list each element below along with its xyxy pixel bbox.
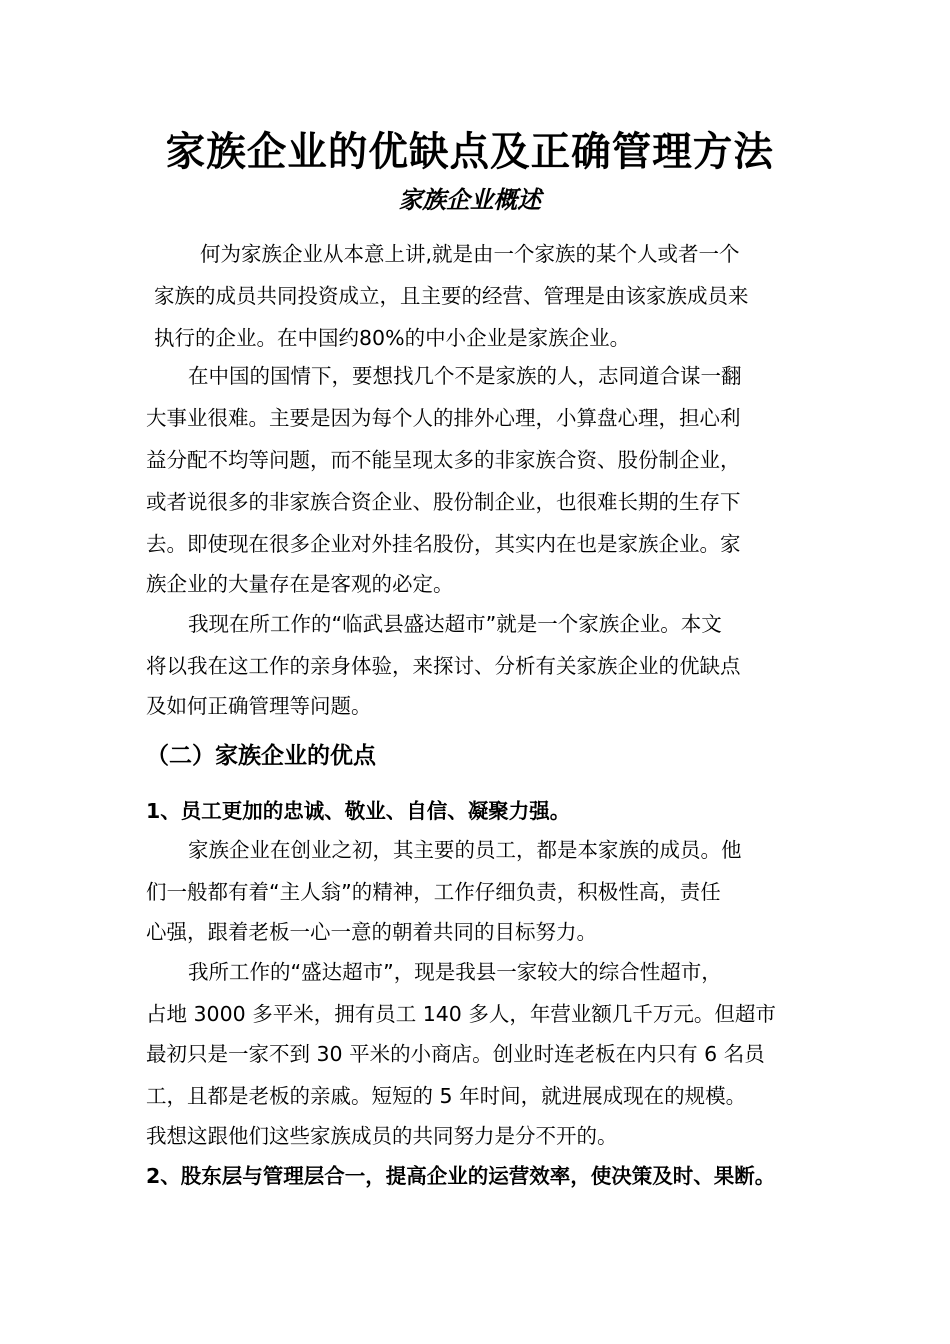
paragraph-line: 大事业很难。主要是因为每个人的排外心理，小算盘心理，担心利 [146, 406, 741, 430]
paragraph-line: 最初只是一家不到 30 平米的小商店。创业时连老板在内只有 6 名员 [146, 1042, 765, 1066]
paragraph-line: 我现在所工作的“临武县盛达超市”就是一个家族企业。本文 [188, 612, 722, 636]
paragraph-line: 将以我在这工作的亲身体验，来探讨、分析有关家族企业的优缺点 [146, 654, 741, 678]
section-heading: （二）家族企业的优点 [146, 743, 376, 769]
paragraph-line: 在中国的国情下，要想找几个不是家族的人，志同道合谋一翻 [188, 364, 742, 388]
paragraph-line: 族企业的大量存在是客观的必定。 [146, 572, 454, 596]
paragraph-line: 占地 3000 多平米，拥有员工 140 多人，年营业额几千万元。但超市 [146, 1002, 776, 1026]
paragraph-line: 我所工作的“盛达超市”，现是我县一家较大的综合性超市， [188, 960, 722, 984]
paragraph-line: 我想这跟他们这些家族成员的共同努力是分不开的。 [146, 1124, 618, 1148]
paragraph-line: 何为家族企业从本意上讲,就是由一个家族的某个人或者一个 [200, 242, 740, 266]
paragraph-line: 或者说很多的非家族合资企业、股份制企业，也很难长期的生存下 [146, 490, 741, 514]
point-heading: 2、股东层与管理层合一，提高企业的运营效率，使决策及时、果断。 [146, 1164, 776, 1188]
document-title: 家族企业的优缺点及正确管理方法 [165, 129, 774, 175]
paragraph-line: 益分配不均等问题，而不能呈现太多的非家族合资、股份制企业， [146, 448, 741, 472]
paragraph-line: 家族企业在创业之初，其主要的员工，都是本家族的成员。他 [188, 838, 742, 862]
paragraph-line: 去。即使现在很多企业对外挂名股份，其实内在也是家族企业。家 [146, 532, 741, 556]
paragraph-line: 家族的成员共同投资成立，且主要的经营、管理是由该家族成员来 [154, 284, 749, 308]
document-subtitle: 家族企业概述 [398, 186, 541, 214]
paragraph-line: 心强，跟着老板一心一意的朝着共同的目标努力。 [146, 920, 597, 944]
paragraph-line: 及如何正确管理等问题。 [146, 694, 372, 718]
point-heading: 1、员工更加的忠诚、敬业、自信、凝聚力强。 [146, 799, 571, 823]
paragraph-line: 执行的企业。在中国约80%的中小企业是家族企业。 [154, 326, 631, 350]
paragraph-line: 工，且都是老板的亲戚。短短的 5 年时间，就进展成现在的规模。 [146, 1084, 747, 1108]
paragraph-line: 们一般都有着“主人翁”的精神，工作仔细负责，积极性高，责任 [146, 880, 721, 904]
